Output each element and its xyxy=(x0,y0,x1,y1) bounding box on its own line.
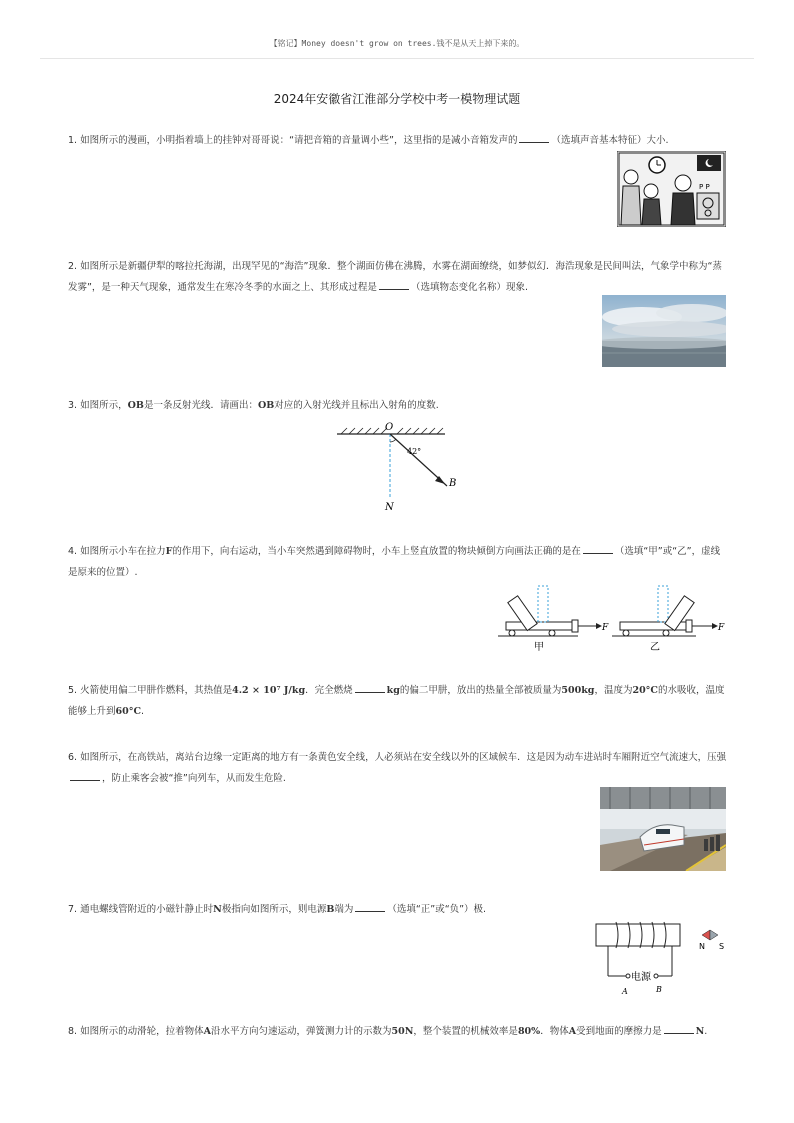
label-b: B xyxy=(449,478,457,489)
label-north: N xyxy=(699,942,705,951)
question-text: 如图所示小车在拉力 xyxy=(80,546,166,557)
compass-needle-north xyxy=(702,930,710,940)
reflection-diagram xyxy=(335,418,465,516)
question-text: 的水吸收，温度能够上升到 xyxy=(68,685,725,717)
cartoon-image xyxy=(617,151,726,227)
question-5 xyxy=(68,680,728,722)
question-text: ，整个装置的机械效率是 xyxy=(413,1026,518,1037)
question-text: 受到地面的摩擦力是 xyxy=(576,1026,662,1037)
question-variable: A xyxy=(568,1026,577,1037)
question-variable: 50N xyxy=(391,1026,414,1037)
question-text: 极指向如图所示，则电源 xyxy=(221,904,327,915)
label-jia: 甲 xyxy=(534,642,544,652)
label-south: S xyxy=(719,942,725,951)
angle-label: 42° xyxy=(407,447,422,456)
power-source-label: 电源 xyxy=(631,972,651,983)
question-text: 是一条反射光线．请画出： xyxy=(143,400,258,411)
question-variable: N xyxy=(213,904,222,915)
page-title: 2024年安徽省江淮部分学校中考一模物理试题 xyxy=(273,92,521,106)
question-variable: 60°C xyxy=(115,706,142,717)
question-variable: B xyxy=(326,904,335,915)
question-text: （选填“甲”或“乙”，虚线是原来的位置）. xyxy=(68,546,721,578)
question-2 xyxy=(68,256,728,298)
question-text: 对应的入射光线并且标出入射角的度数. xyxy=(274,400,439,411)
question-variable: N xyxy=(695,1026,705,1037)
solenoid-diagram xyxy=(590,918,730,998)
question-text: ，防止乘客会被“推”向列车，从而发生危险. xyxy=(102,773,286,784)
question-variable: OB xyxy=(257,400,275,411)
label-f: F xyxy=(718,623,725,633)
question-4 xyxy=(68,541,728,583)
answer-blank[interactable] xyxy=(355,681,385,693)
question-variable: F xyxy=(165,546,173,557)
question-text: 端为 xyxy=(334,904,354,915)
question-text: 火箭使用偏二甲肼作燃料，其热值是 xyxy=(80,685,233,696)
label-o: O xyxy=(385,422,394,433)
question-1 xyxy=(68,130,728,151)
question-text: （选填“正”或“负”）极. xyxy=(387,904,487,915)
question-text: 沿水平方向匀速运动，弹簧测力计的示数为 xyxy=(211,1026,392,1037)
question-number: 5. xyxy=(68,685,78,696)
question-variable: A xyxy=(203,1026,211,1037)
question-variable: 500kg xyxy=(561,685,595,696)
question-number: 3. xyxy=(68,400,78,411)
question-number: 4. xyxy=(68,546,78,557)
label-n: N xyxy=(385,502,394,513)
question-variable: OB xyxy=(127,400,144,411)
answer-blank[interactable] xyxy=(664,1022,694,1034)
question-variable: kg xyxy=(386,685,400,696)
header-divider xyxy=(40,58,754,59)
answer-blank[interactable] xyxy=(519,131,549,143)
question-text: 通电螺线管附近的小磁针静止时 xyxy=(80,904,214,915)
question-variable: 20°C xyxy=(632,685,658,696)
question-text: 的作用下，向右运动，当小车突然遇到障碍物时，小车上竖直放置的物块倾倒方向画法正确的是在 xyxy=(172,546,581,557)
question-text: ，温度为 xyxy=(594,685,633,696)
question-text: 如图所示的漫画，小明指着墙上的挂钟对哥哥说：“请把音箱的音量调小些”，这里指的是减小音箱发声的 xyxy=(80,135,518,146)
question-text: 的偏二甲肼，放出的热量全部被质量为 xyxy=(399,685,562,696)
svg-text:P P: P P xyxy=(699,183,710,191)
train-station-image xyxy=(600,787,726,871)
question-7 xyxy=(68,899,728,920)
question-number: 7. xyxy=(68,904,78,915)
answer-blank[interactable] xyxy=(583,542,613,554)
label-b: B xyxy=(656,985,662,994)
question-8 xyxy=(68,1021,728,1042)
question-text: 如图所示， xyxy=(80,400,128,411)
answer-blank[interactable] xyxy=(355,900,385,912)
question-number: 1. xyxy=(68,135,78,146)
question-text: . xyxy=(141,706,145,717)
question-text: 如图所示是新疆伊犁的喀拉托海湖，出现罕见的“海浩”现象．整个湖面仿佛在沸腾，水雾在湖面缭绕，如梦似幻．海浩现象是民间叫法，气象学中称为“蒸发雾”，是一种天气现象，通常发生在寒冷冬季的水面之上、其形成过程是 xyxy=(68,261,722,293)
compass-needle-south xyxy=(710,930,718,940)
answer-blank[interactable] xyxy=(379,278,409,290)
question-text: ．完全燃烧 xyxy=(305,685,353,696)
label-yi: 乙 xyxy=(650,642,660,652)
question-text: . xyxy=(704,1026,708,1037)
question-number: 8. xyxy=(68,1026,78,1037)
question-text: 如图所示，在高铁站，离站台边缘一定距离的地方有一条黄色安全线，人必须站在安全线以外的区域候车．这是因为动车进站时车厢附近空气流速大，压强 xyxy=(80,752,727,763)
question-variable: 4.2 × 10⁷ J/kg xyxy=(232,685,306,696)
label-f: F xyxy=(602,623,609,633)
question-6 xyxy=(68,747,728,789)
lake-fog-image xyxy=(602,295,726,367)
question-3 xyxy=(68,395,728,416)
answer-blank[interactable] xyxy=(70,769,100,781)
question-number: 6. xyxy=(68,752,78,763)
question-number: 2. xyxy=(68,261,78,272)
label-a: A xyxy=(622,987,628,996)
question-variable: 80% xyxy=(517,1026,541,1037)
question-text: （选填物态变化名称）现象. xyxy=(410,282,528,293)
question-text: （选填声音基本特征）大小. xyxy=(551,135,669,146)
question-text: 如图所示的动滑轮，拉着物体 xyxy=(80,1026,204,1037)
header-note: 【铭记】Money doesn't grow on trees.钱不是从天上掉下来的。 xyxy=(269,39,525,48)
cart-diagram xyxy=(496,580,732,652)
question-text: ．物体 xyxy=(540,1026,569,1037)
